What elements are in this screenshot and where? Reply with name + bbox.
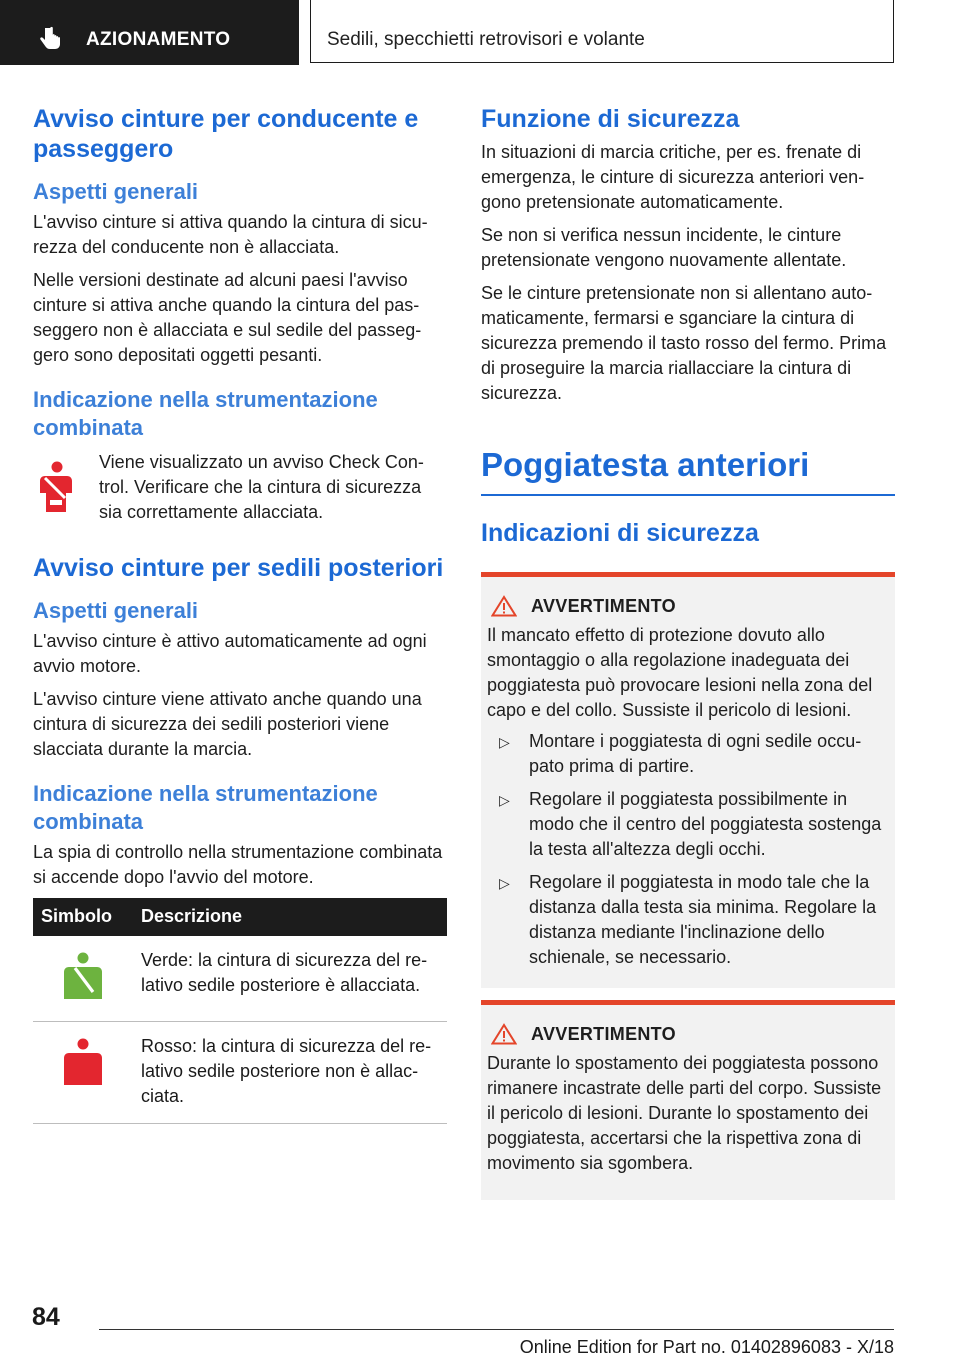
paragraph: La spia di controllo nella strumentazione combinata si accende dopo l'avvio del motore. [33,842,443,887]
heading-front-headrests: Poggiatesta anteriori [481,444,895,496]
red-seatbelt-unfastened-icon [63,1038,103,1086]
warning-triangle-icon [491,595,517,617]
heading-driver-passenger-belt-warning: Avviso cinture per conducente e passeggero [33,105,419,163]
page-number: 84 [32,1303,60,1331]
warning-list [487,729,887,970]
warning-label: AVVERTIMENTO [531,1023,676,1044]
bullet-arrow-icon: ▷ [499,734,510,750]
paragraph: Nelle versioni destinate ad alcuni paesi l'avviso cinture si attiva anche quando la cintura del passeggero non è allacciata e sul sedile del passeggero sono depositati oggetti pesanti. [33,270,422,365]
table-header-description: Descrizione [133,898,447,936]
paragraph: L'avviso cinture si attiva quando la cintura di sicurezza del conducente non è allacciata. [33,212,428,257]
table-row [33,936,447,1022]
warning-box [481,572,895,988]
subheading-general: Aspetti generali [33,179,199,204]
subheading-general: Aspetti generali [33,598,199,623]
warning-triangle-icon [491,1023,517,1045]
paragraph: In situazioni di marcia critiche, per es. frenate di emergenza, le cinture di sicurezza anteriori vengono pretensionate automaticamente. [481,142,865,212]
right-column [481,104,895,1200]
left-column [33,104,447,1124]
table-cell: Verde: la cintura di sicurezza del relativo sedile posteriore è allacciata. [133,936,447,1022]
warning-text: Durante lo spostamento dei poggiatesta possono rimanere incastrate delle parti del corpo. Sussiste il pericolo di lesioni. Durante lo spostamento dei poggiatesta, accertarsi che la rispettiva zona di movimento sia sgombera. [487,1053,882,1173]
warning-text: Il mancato effetto di protezione dovuto allo smontaggio o alla regolazione inadeguata dei poggiatesta può provocare lesioni nella zona del capo e del collo. Sussiste il pericolo di lesioni. [487,625,873,720]
section-title: AZIONAMENTO [86,29,231,50]
heading-rear-seat-belt-warning: Avviso cinture per sedili posteriori [33,554,444,582]
paragraph: L'avviso cinture viene attivato anche quando una cintura di sicurezza dei sedili posteriori viene slacciata durante la marcia. [33,689,422,759]
list-item: ▷ Montare i poggiatesta di ogni sedile occupato prima di partire. [487,729,887,779]
footer-divider [99,1329,894,1330]
warning-label: AVVERTIMENTO [531,595,676,616]
list-item: ▷ Regolare il poggiatesta possibilmente in modo che il centro del poggiatesta sostenga la testa all'altezza degli occhi. [487,787,887,862]
edition-note: Online Edition for Part no. 01402896083 - X/18 [519,1337,894,1357]
paragraph: Se le cinture pretensionate non si allentano automaticamente, fermarsi e sganciare la cintura di sicurezza premendo il tasto rosso del fermo. Prima di proseguire la marcia riallacciare la cintura di sicurezza. [481,283,887,403]
paragraph: L'avviso cinture è attivo automaticamente ad ogni avvio motore. [33,631,427,676]
table-row [33,1022,447,1124]
bullet-arrow-icon: ▷ [499,875,510,891]
table-header-symbol: Simbolo [33,898,133,936]
icon-paragraph [33,450,447,533]
warning-box [481,1000,895,1200]
subheading-instrument-display: Indicazione nella strumentazione combinata [33,387,378,440]
green-seatbelt-fastened-icon [63,952,103,1000]
subheading-instrument-display: Indicazione nella strumentazione combinata [33,781,378,834]
paragraph: Se non si verifica nessun incidente, le cinture pretensionate vengono nuovamente allentate. [481,225,847,270]
section-tab [0,0,299,65]
table-cell: Rosso: la cintura di sicurezza del relativo sedile posteriore non è allacciata. [133,1022,447,1124]
chapter-tab [310,0,894,63]
bullet-arrow-icon: ▷ [499,792,510,808]
symbol-table [33,898,447,1124]
list-item: ▷ Regolare il poggiatesta in modo tale che la distanza dalla testa sia minima. Regolare la distanza mediante l'inclinazione dello schienale, se necessario. [487,870,887,970]
heading-safety-notes: Indicazioni di sicurezza [481,519,759,547]
seatbelt-warning-icon [33,460,77,514]
paragraph: Viene visualizzato un avviso Check Control. Verificare che la cintura di sicurezza sia correttamente allacciata. [99,452,424,522]
hand-pointer-icon [38,26,64,52]
heading-safety-function: Funzione di sicurezza [481,105,740,133]
chapter-title: Sedili, specchietti retrovisori e volante [327,29,645,50]
